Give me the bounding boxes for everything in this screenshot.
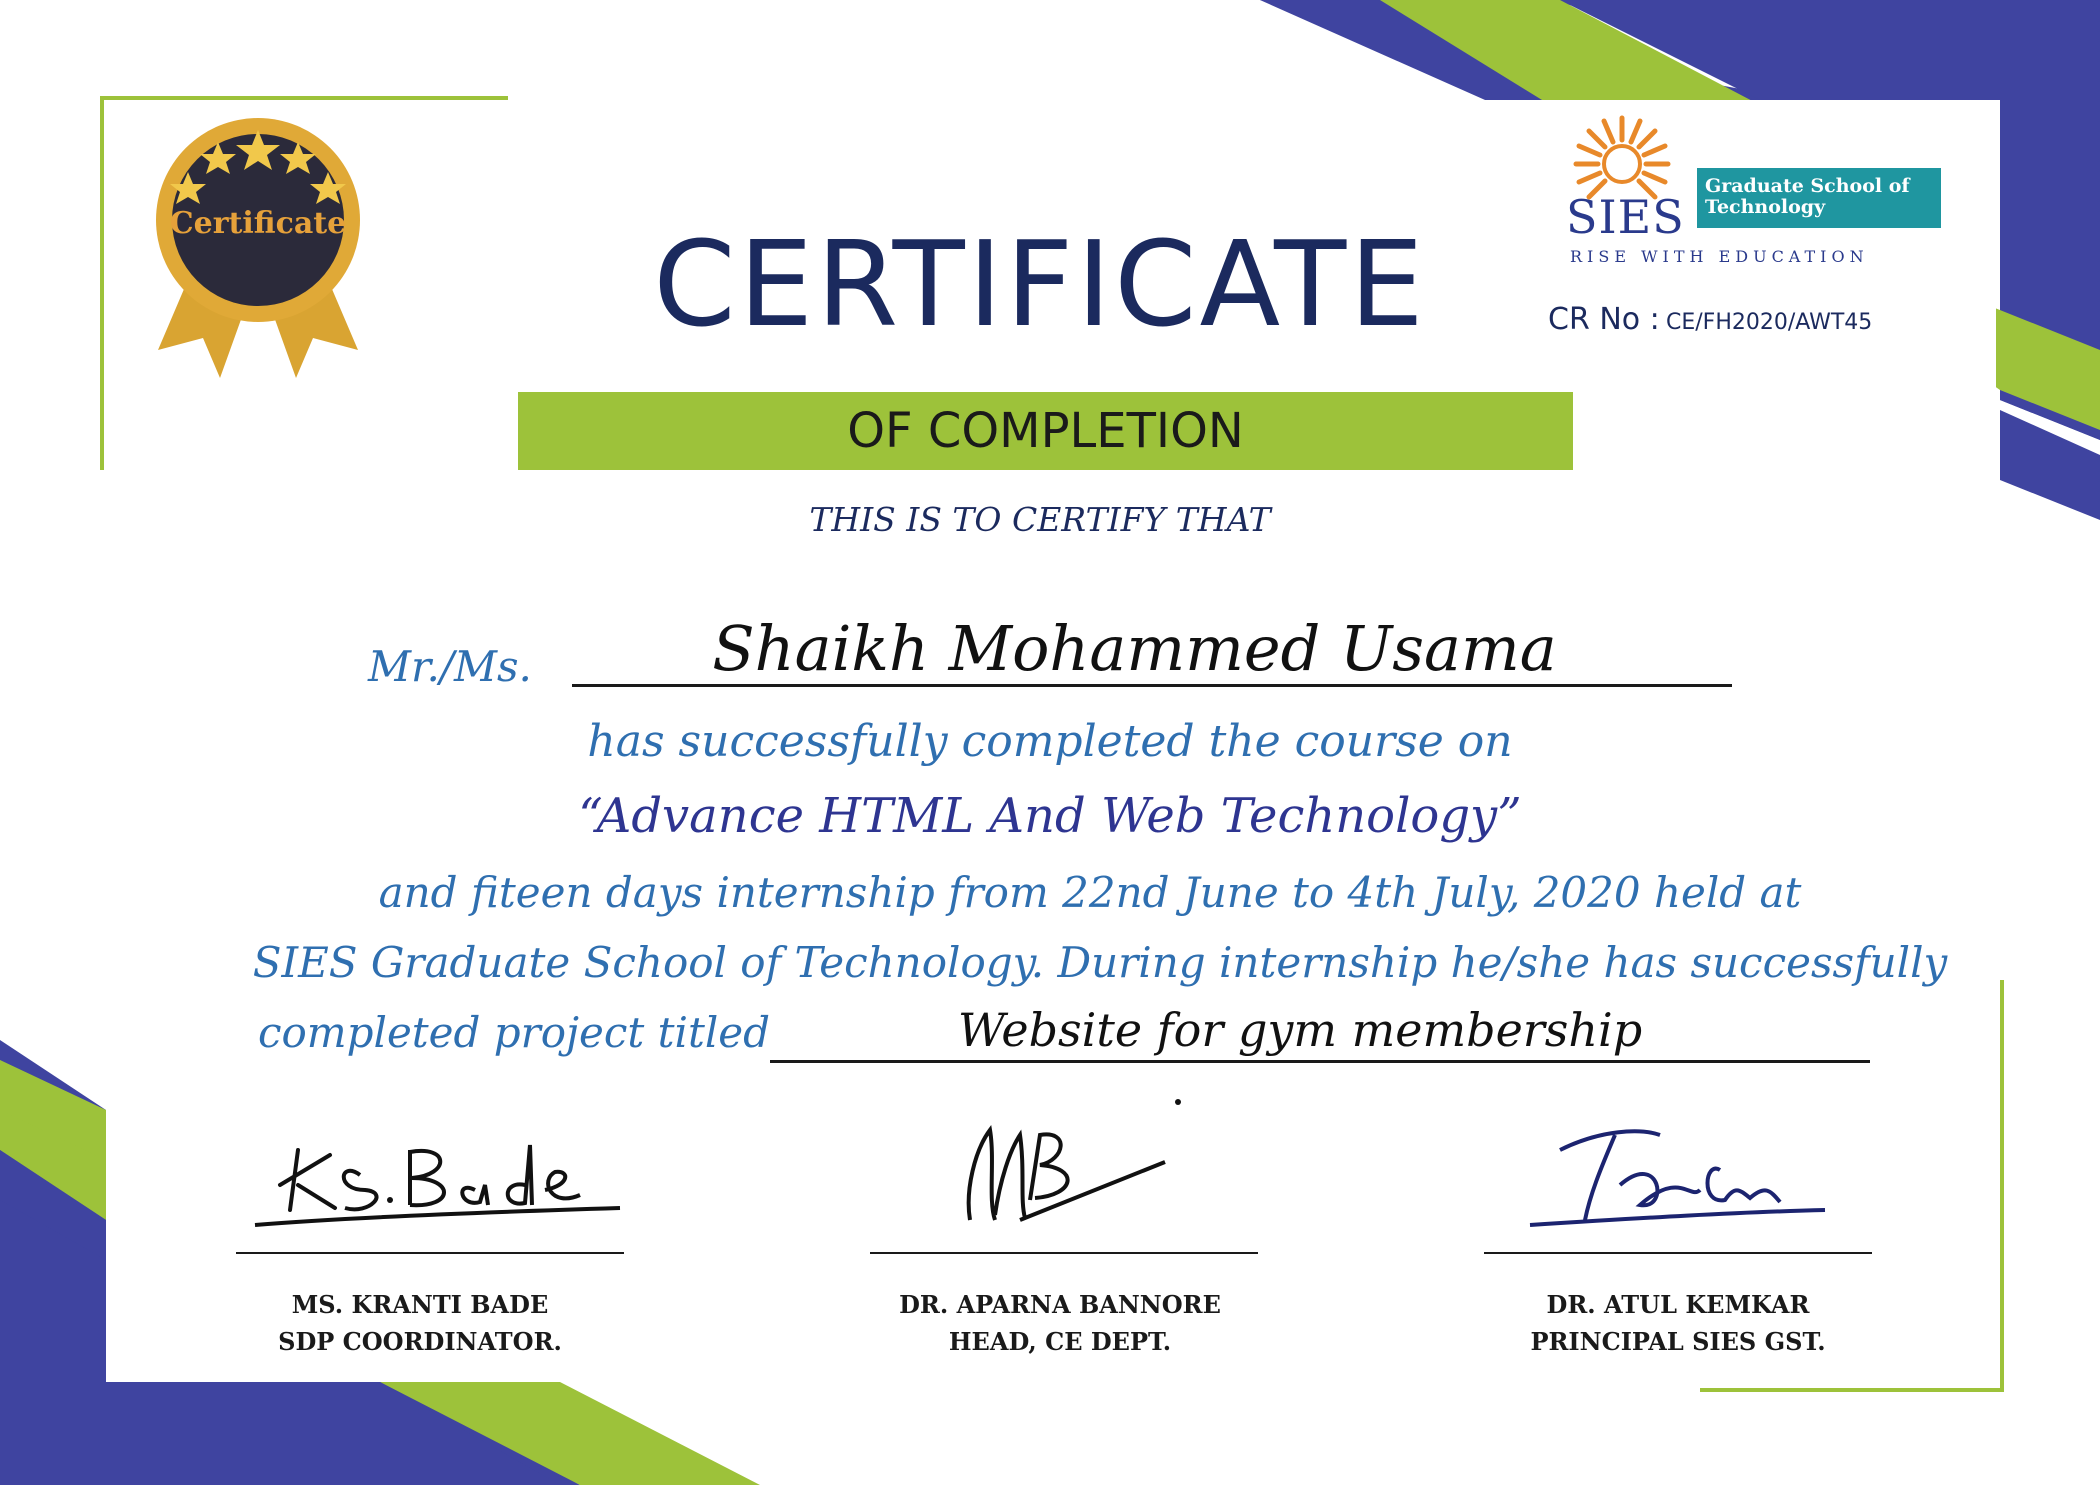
signature-kranti-bade xyxy=(240,1090,640,1240)
certify-line: THIS IS TO CERTIFY THAT xyxy=(809,500,1271,539)
completion-statement: has successfully completed the course on xyxy=(587,716,1513,767)
signature-atul-kemkar xyxy=(1520,1090,1840,1240)
logo-box-line2: Technology xyxy=(1705,195,1826,218)
project-title: Website for gym membership xyxy=(957,1003,1643,1057)
signature-line-2 xyxy=(870,1252,1258,1254)
signatory-1-name: MS. KRANTI BADE xyxy=(291,1290,549,1319)
signatory-2-name: DR. APARNA BANNORE xyxy=(899,1290,1221,1319)
project-underline xyxy=(770,1060,1870,1063)
cr-number-label: CR No : xyxy=(1548,302,1660,337)
certificate-title: CERTIFICATE xyxy=(653,215,1427,353)
logo-box-line1: Graduate School of xyxy=(1705,175,1910,197)
signatory-2-role: HEAD, CE DEPT. xyxy=(948,1327,1172,1357)
course-name: “Advance HTML And Web Technology” xyxy=(578,788,1522,844)
ribbon-badge-icon xyxy=(128,110,388,385)
logo-box-text xyxy=(1705,176,1941,218)
signatory-1-role: SDP COORDINATOR. xyxy=(278,1327,562,1357)
project-label: completed project titled xyxy=(258,1008,771,1057)
badge-label: Certificate xyxy=(169,206,347,241)
signatory-1 xyxy=(190,1286,650,1360)
signatory-3-name: DR. ATUL KEMKAR xyxy=(1546,1290,1810,1319)
completion-banner-text: OF COMPLETION xyxy=(847,403,1244,459)
institution-statement: SIES Graduate School of Technology. During internship he/she has successfully xyxy=(252,938,1948,987)
internship-statement: and fiteen days internship from 22nd June to 4th July, 2020 held at xyxy=(378,868,1802,917)
signatory-2 xyxy=(830,1286,1290,1360)
signatory-3 xyxy=(1448,1286,1908,1360)
signature-line-1 xyxy=(236,1252,624,1254)
cr-number-value: CE/FH2020/AWT45 xyxy=(1666,310,1873,335)
logo-tagline: RISE WITH EDUCATION xyxy=(1570,247,1869,266)
signature-aparna-bannore xyxy=(940,1090,1200,1240)
signatory-3-role: PRINCIPAL SIES GST. xyxy=(1530,1327,1826,1357)
signature-line-3 xyxy=(1484,1252,1872,1254)
salutation: Mr./Ms. xyxy=(368,642,532,691)
recipient-name: Shaikh Mohammed Usama xyxy=(712,612,1557,685)
logo-wordmark: SIES xyxy=(1566,190,1685,244)
